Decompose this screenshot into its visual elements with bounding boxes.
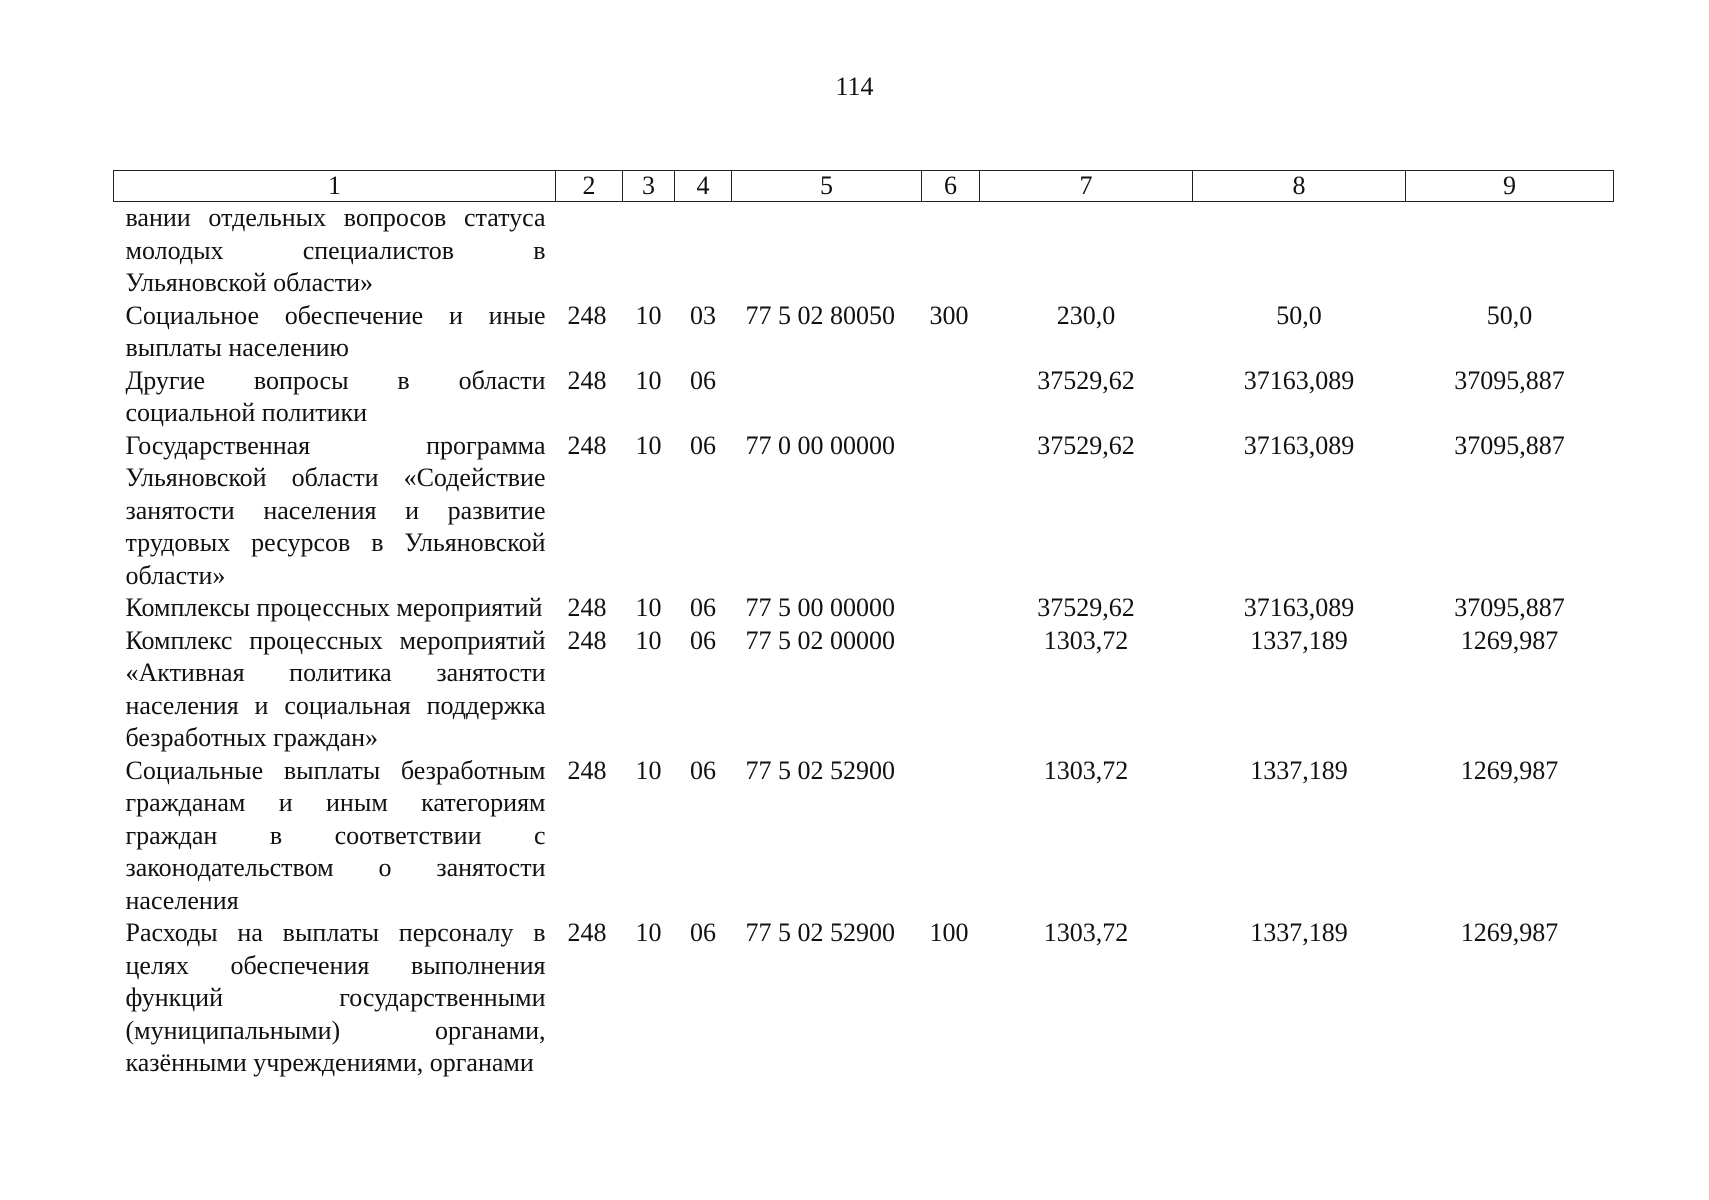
cell-expense-type: [922, 365, 980, 430]
cell-amount-3: [1406, 202, 1614, 300]
page-number: 114: [835, 72, 874, 101]
cell-target-article: [732, 365, 922, 430]
cell-subsection: 06: [690, 365, 716, 395]
row-name: Другие вопросы в области социальной политики: [125, 365, 546, 427]
cell-target-article: 77 5 02 52900: [745, 918, 895, 947]
cell-section: 10: [635, 430, 662, 460]
cell-amount-3: 1269,987: [1460, 918, 1559, 947]
column-header: 9: [1406, 171, 1614, 202]
column-header: 1: [114, 171, 556, 202]
column-header: 8: [1193, 171, 1406, 202]
cell-amount-2: 1337,189: [1250, 625, 1348, 655]
cell-amount-1: 1303,72: [1043, 918, 1129, 947]
cell-subsection: [675, 202, 732, 300]
cell-section: 10: [635, 918, 662, 947]
column-header: 6: [922, 171, 980, 202]
row-name: Комплекс процессных мероприятий «Активная политика занятости населения и социальная поддержка безработных граждан»: [125, 625, 546, 752]
cell-amount-3: 37095,887: [1454, 593, 1565, 622]
column-header: 2: [556, 171, 623, 202]
cell-subsection: 06: [690, 593, 716, 622]
cell-subsection: 06: [690, 918, 716, 947]
cell-amount-2: 1337,189: [1250, 755, 1348, 785]
cell-amount-3: 1269,987: [1460, 755, 1559, 785]
cell-amount-1: [980, 202, 1193, 300]
table-row: [114, 592, 1614, 625]
cell-amount-2: 37163,089: [1243, 593, 1355, 622]
cell-subsection: 06: [690, 755, 716, 785]
cell-admin-code: 248: [567, 625, 607, 655]
row-name: Социальные выплаты безработным гражданам и иным категориям граждан в соответствии с законодательством о занятости населения: [125, 755, 546, 915]
cell-section: 10: [635, 625, 662, 655]
cell-subsection: 03: [690, 300, 716, 330]
cell-expense-type: [922, 592, 980, 625]
cell-amount-2: 37163,089: [1243, 365, 1355, 395]
cell-target-article: [732, 202, 922, 300]
cell-expense-type: 100: [929, 918, 969, 947]
table-row: [114, 202, 1614, 300]
column-header: 3: [623, 171, 675, 202]
cell-admin-code: 248: [567, 918, 607, 947]
budget-table: [113, 170, 1614, 1080]
table-header-row: [114, 171, 1614, 202]
cell-admin-code: 248: [567, 300, 607, 330]
cell-target-article: 77 5 02 52900: [745, 755, 895, 785]
cell-section: 10: [635, 365, 662, 395]
cell-amount-3: 37095,887: [1454, 365, 1565, 395]
cell-expense-type: [922, 430, 980, 593]
row-name: Комплексы процессных мероприятий: [125, 593, 543, 622]
column-header: 4: [675, 171, 732, 202]
cell-amount-2: [1193, 202, 1406, 300]
cell-admin-code: 248: [567, 755, 607, 785]
row-name: Государственная программа Ульяновской области «Содействие занятости населения и развитие трудовых ресурсов в Ульяновской области»: [125, 430, 546, 590]
cell-target-article: 77 5 02 00000: [745, 625, 895, 655]
cell-amount-2: 50,0: [1276, 300, 1322, 330]
cell-target-article: 77 5 02 80050: [745, 300, 895, 330]
cell-admin-code: 248: [567, 365, 607, 395]
cell-amount-1: 37529,62: [1037, 593, 1135, 622]
cell-section: 10: [635, 300, 662, 330]
cell-amount-3: 50,0: [1486, 300, 1533, 330]
cell-amount-2: 1337,189: [1250, 918, 1348, 947]
table-row: [114, 430, 1614, 593]
cell-section: 10: [635, 593, 662, 622]
cell-section: 10: [635, 755, 662, 785]
cell-expense-type: [922, 755, 980, 918]
cell-target-article: 77 0 00 00000: [745, 430, 895, 460]
cell-amount-1: 1303,72: [1043, 625, 1129, 655]
cell-expense-type: 300: [929, 300, 969, 330]
cell-amount-2: 37163,089: [1243, 430, 1355, 460]
cell-amount-1: 37529,62: [1037, 430, 1135, 460]
cell-expense-type: [922, 202, 980, 300]
cell-amount-1: 230,0: [1056, 300, 1116, 330]
column-header: 5: [732, 171, 922, 202]
cell-expense-type: [922, 625, 980, 755]
cell-amount-3: 1269,987: [1460, 625, 1559, 655]
row-name: вании отдельных вопросов статуса молодых специалистов в Ульяновской области»: [125, 203, 546, 297]
cell-section: [623, 202, 675, 300]
cell-amount-3: 37095,887: [1454, 430, 1565, 460]
cell-amount-1: 1303,72: [1043, 755, 1129, 785]
row-name: Расходы на выплаты персоналу в целях обеспечения выполнения функций государственными (муниципальными) органами, казёнными учреждениями, органами: [125, 918, 546, 1077]
cell-admin-code: 248: [567, 593, 607, 622]
cell-admin-code: 248: [567, 430, 607, 460]
table-row: [114, 300, 1614, 365]
column-header: 7: [980, 171, 1193, 202]
table-row: [114, 755, 1614, 918]
cell-target-article: 77 5 00 00000: [745, 593, 895, 622]
table-row: [114, 917, 1614, 1080]
cell-admin-code: [556, 202, 623, 300]
row-name: Социальное обеспечение и иные выплаты населению: [125, 300, 546, 362]
cell-amount-1: 37529,62: [1037, 365, 1135, 395]
cell-subsection: 06: [690, 625, 716, 655]
table-row: [114, 625, 1614, 755]
table-row: [114, 365, 1614, 430]
cell-subsection: 06: [690, 430, 716, 460]
